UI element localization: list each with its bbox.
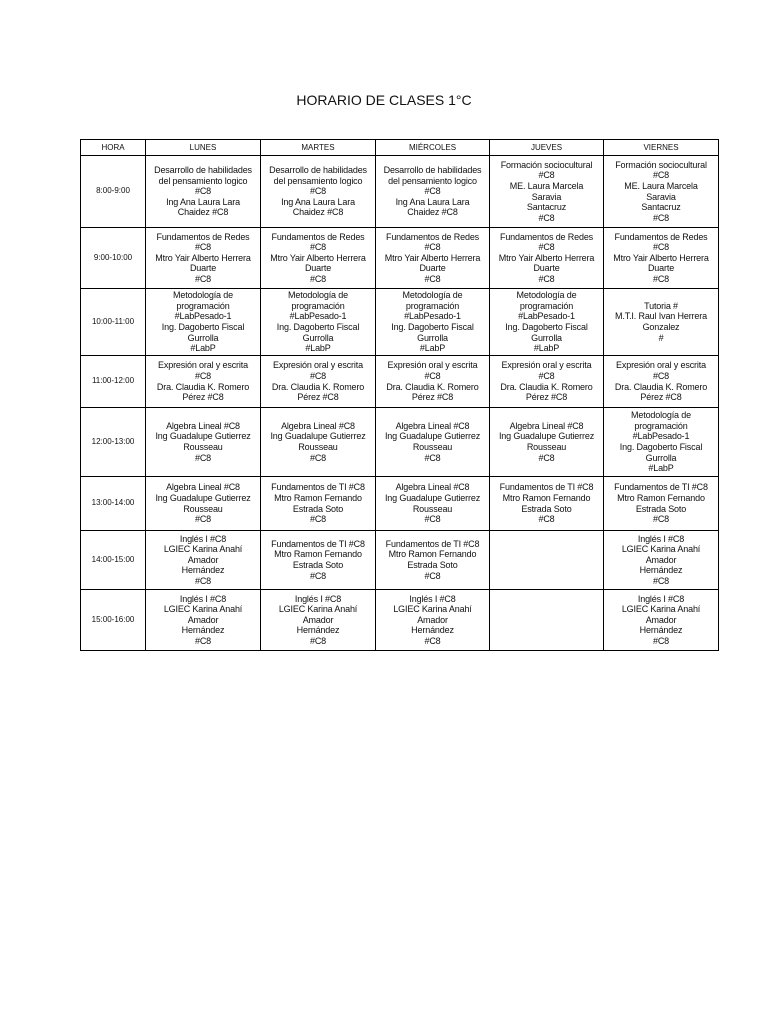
hour-cell: 12:00-13:00 [81, 408, 146, 477]
class-cell: Fundamentos de Redes #C8 Mtro Yair Alberto Herrera Duarte #C8 [261, 228, 376, 289]
class-cell: Inglés I #C8 LGIEC Karina Anahí Amador Hernández #C8 [261, 590, 376, 651]
hour-cell: 15:00-16:00 [81, 590, 146, 651]
class-cell: Desarrollo de habilidades del pensamiento logico #C8 Ing Ana Laura Lara Chaidez #C8 [146, 156, 261, 228]
class-cell: Fundamentos de TI #C8 Mtro Ramon Fernando Estrada Soto #C8 [376, 531, 490, 590]
class-cell: Fundamentos de Redes #C8 Mtro Yair Alberto Herrera Duarte #C8 [146, 228, 261, 289]
class-cell: Metodología de programación #LabPesado-1 Ing. Dagoberto Fiscal Gurrolla #LabP [261, 289, 376, 356]
class-cell: Inglés I #C8 LGIEC Karina Anahí Amador Hernández #C8 [146, 590, 261, 651]
class-cell: Metodología de programación #LabPesado-1 Ing. Dagoberto Fiscal Gurrolla #LabP [376, 289, 490, 356]
class-cell: Formación sociocultural #C8 ME. Laura Marcela Saravia Santacruz #C8 [604, 156, 719, 228]
hour-cell: 8:00-9:00 [81, 156, 146, 228]
header-miercoles: MIÉRCOLES [376, 140, 490, 156]
class-cell [490, 590, 604, 651]
class-cell: Algebra Lineal #C8 Ing Guadalupe Gutierrez Rousseau #C8 [261, 408, 376, 477]
class-cell: Inglés I #C8 LGIEC Karina Anahí Amador Hernández #C8 [604, 531, 719, 590]
hour-cell: 11:00-12:00 [81, 356, 146, 408]
class-cell: Expresión oral y escrita #C8 Dra. Claudia K. Romero Pérez #C8 [604, 356, 719, 408]
table-row [81, 289, 719, 356]
class-cell: Metodología de programación #LabPesado-1 Ing. Dagoberto Fiscal Gurrolla #LabP [146, 289, 261, 356]
class-cell: Metodología de programación #LabPesado-1 Ing. Dagoberto Fiscal Gurrolla #LabP [604, 408, 719, 477]
class-cell: Fundamentos de Redes #C8 Mtro Yair Alberto Herrera Duarte #C8 [490, 228, 604, 289]
table-row [81, 156, 719, 228]
class-cell: Algebra Lineal #C8 Ing Guadalupe Gutierrez Rousseau #C8 [376, 477, 490, 531]
class-cell: Tutoria # M.T.I. Raul Ivan Herrera Gonzalez # [604, 289, 719, 356]
class-cell: Algebra Lineal #C8 Ing Guadalupe Gutierrez Rousseau #C8 [490, 408, 604, 477]
class-cell: Inglés I #C8 LGIEC Karina Anahí Amador Hernández #C8 [146, 531, 261, 590]
class-cell: Expresión oral y escrita #C8 Dra. Claudia K. Romero Pérez #C8 [490, 356, 604, 408]
class-cell: Fundamentos de Redes #C8 Mtro Yair Alberto Herrera Duarte #C8 [376, 228, 490, 289]
class-cell: Expresión oral y escrita #C8 Dra. Claudia K. Romero Pérez #C8 [376, 356, 490, 408]
table-row [81, 228, 719, 289]
table-row [81, 477, 719, 531]
class-cell: Desarrollo de habilidades del pensamiento logico #C8 Ing Ana Laura Lara Chaidez #C8 [261, 156, 376, 228]
table-row [81, 356, 719, 408]
header-jueves: JUEVES [490, 140, 604, 156]
class-cell: Fundamentos de TI #C8 Mtro Ramon Fernando Estrada Soto #C8 [261, 477, 376, 531]
page-title: HORARIO DE CLASES 1°C [296, 92, 472, 108]
class-cell: Inglés I #C8 LGIEC Karina Anahí Amador Hernández #C8 [604, 590, 719, 651]
class-cell: Algebra Lineal #C8 Ing Guadalupe Gutierrez Rousseau #C8 [146, 408, 261, 477]
table-row [81, 408, 719, 477]
hour-cell: 13:00-14:00 [81, 477, 146, 531]
hour-cell: 9:00-10:00 [81, 228, 146, 289]
class-cell: Fundamentos de TI #C8 Mtro Ramon Fernando Estrada Soto #C8 [490, 477, 604, 531]
class-cell: Metodología de programación #LabPesado-1 Ing. Dagoberto Fiscal Gurrolla #LabP [490, 289, 604, 356]
class-cell: Inglés I #C8 LGIEC Karina Anahí Amador Hernández #C8 [376, 590, 490, 651]
header-lunes: LUNES [146, 140, 261, 156]
table-row [81, 531, 719, 590]
header-martes: MARTES [261, 140, 376, 156]
class-cell: Fundamentos de TI #C8 Mtro Ramon Fernando Estrada Soto #C8 [604, 477, 719, 531]
class-cell: Desarrollo de habilidades del pensamiento logico #C8 Ing Ana Laura Lara Chaidez #C8 [376, 156, 490, 228]
class-cell: Formación sociocultural #C8 ME. Laura Marcela Saravia Santacruz #C8 [490, 156, 604, 228]
hour-cell: 10:00-11:00 [81, 289, 146, 356]
class-cell: Fundamentos de Redes #C8 Mtro Yair Alberto Herrera Duarte #C8 [604, 228, 719, 289]
header-viernes: VIERNES [604, 140, 719, 156]
header-hora: HORA [81, 140, 146, 156]
class-cell: Expresión oral y escrita #C8 Dra. Claudia K. Romero Pérez #C8 [261, 356, 376, 408]
table-row [81, 590, 719, 651]
header-row [81, 140, 719, 156]
class-cell: Algebra Lineal #C8 Ing Guadalupe Gutierrez Rousseau #C8 [146, 477, 261, 531]
class-cell: Expresión oral y escrita #C8 Dra. Claudia K. Romero Pérez #C8 [146, 356, 261, 408]
class-cell: Algebra Lineal #C8 Ing Guadalupe Gutierrez Rousseau #C8 [376, 408, 490, 477]
class-cell [490, 531, 604, 590]
hour-cell: 14:00-15:00 [81, 531, 146, 590]
schedule-table [80, 139, 719, 651]
class-cell: Fundamentos de TI #C8 Mtro Ramon Fernando Estrada Soto #C8 [261, 531, 376, 590]
